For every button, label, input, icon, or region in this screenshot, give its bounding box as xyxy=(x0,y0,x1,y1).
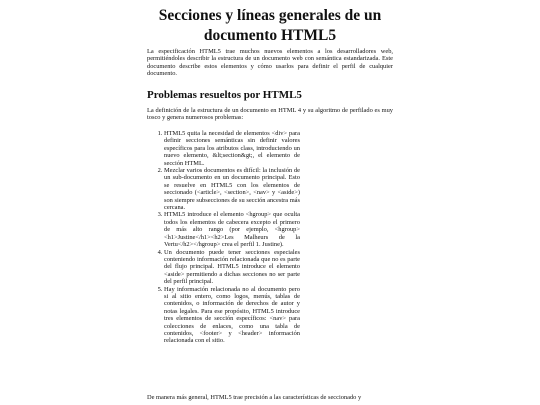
problem-item-5: 5. Hay información relacionada no al documento pero si al sitio entero, como logos, menús, tablas de contenidos, o información de derechos de autor y notas legales. Para ese propósito, HTML5 introduce tres elementos de sección específicos: <nav> para colecciones de enlaces, como una tabla de contenidos, <footer> y <header> información relacionada con el sitio. xyxy=(164,286,300,345)
problem-item-2: 2. Mezclar varios documentos es difícil: la inclusión de un sub-documento en un documento principal. Esto se resuelve en HTML5 con los elementos de seccionado (<article>, <section>, <nav> y <aside>) son siempre subsecciones de su sección ancestra más cercana. xyxy=(164,167,300,211)
problem-item-4: 4. Un documento puede tener secciones especiales conteniendo información relacionada que no es parte del flujo principal. HTML5 introduce el elemento <aside> permitiendo a dichas secciones no ser parte del perfil principal. xyxy=(164,249,300,286)
intro-paragraph: La especificación HTML5 trae muchos nuevos elementos a los desarrolladores web, permitiéndoles describir la estructura de un documento web con semántica estandarizada. Este documento describe estos elementos y cómo usarlos para definir el perfil de cualquier documento. xyxy=(147,48,393,78)
outro-paragraph: De manera más general, HTML5 trae precisión a las características de seccionado y xyxy=(147,394,362,401)
problem-item-1: 1. HTML5 quita la necesidad de elementos <div> para definir secciones semánticas sin definir valores específicos para los atributos class, introduciendo un nuevo elemento, &lt;section&gt;, el elemento de sección HTML. xyxy=(164,130,300,167)
page-title: Secciones y líneas generales de un documento HTML5 xyxy=(158,7,382,44)
section-lead-paragraph: La definición de la estructura de un documento en HTML 4 y su algoritmo de perfilado es muy tosco y genera numerosos problemas: xyxy=(147,107,393,122)
problems-list xyxy=(156,130,300,345)
problem-item-3: 3. HTML5 introduce el elemento <hgroup> que oculta todos los elementos de cabecera excepto el primero de más alto rango (por ejemplo, <hgroup><h1>Justine</h1><h2>Les Malheurs de la Vertu</h2></hgroup> crea el perfil 1. Justine). xyxy=(164,211,300,248)
section-heading: Problemas resueltos por HTML5 xyxy=(147,89,302,101)
